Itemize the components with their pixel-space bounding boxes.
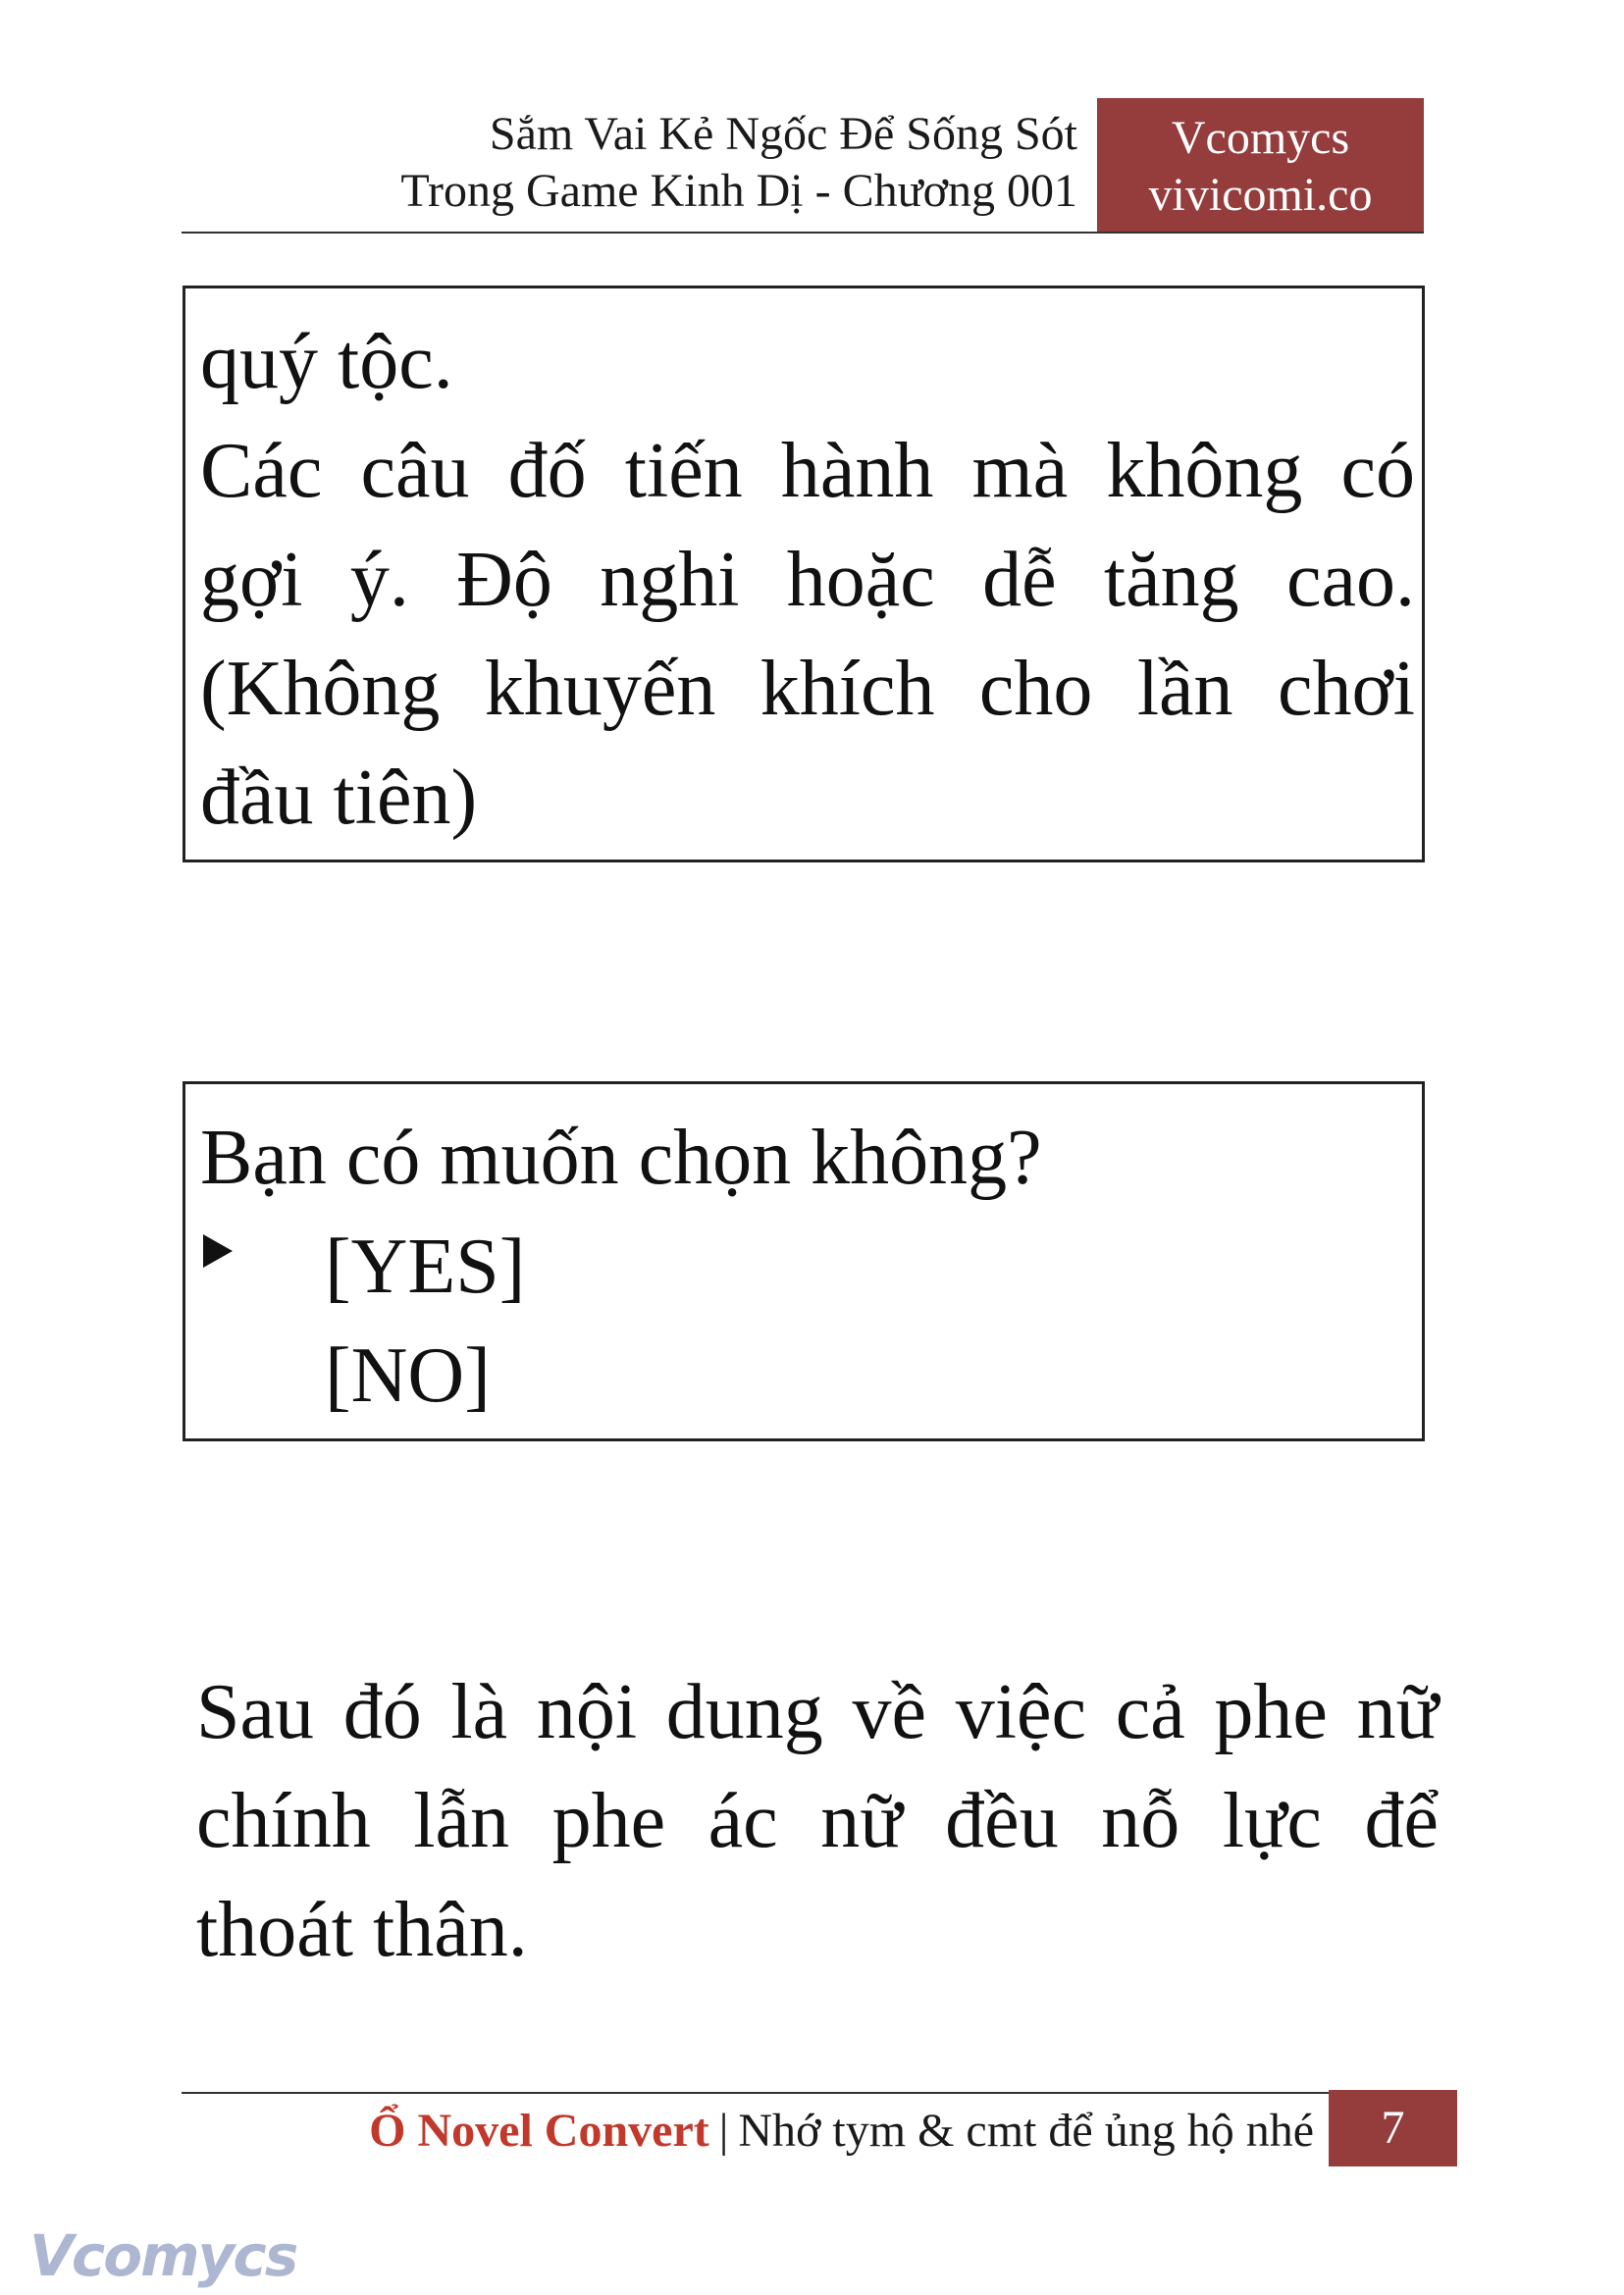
narration-line: chính lẫn phe ác nữ đều nỗ lực để bbox=[196, 1778, 1439, 1864]
description-line: (Không khuyến khích cho lần chơi bbox=[200, 646, 1415, 732]
site-brand-name: Vcomycs bbox=[1171, 112, 1350, 164]
footer-credit bbox=[369, 2102, 1314, 2161]
page-number: 7 bbox=[1329, 2090, 1457, 2166]
footer-brand: Ổ Novel Convert bbox=[369, 2105, 709, 2157]
chapter-title-line-1: Sắm Vai Kẻ Ngốc Để Sống Sót bbox=[489, 108, 1077, 160]
narration-line: Sau đó là nội dung về việc cả phe nữ bbox=[196, 1669, 1439, 1755]
footer-divider bbox=[182, 2092, 1457, 2094]
header-divider bbox=[182, 232, 1424, 234]
watermark-logo: Vcomycs bbox=[29, 2222, 297, 2289]
choice-question: Bạn có muốn chọn không? bbox=[200, 1115, 1042, 1201]
description-line: quý tộc. bbox=[200, 319, 453, 405]
choice-option-yes[interactable]: [YES] bbox=[325, 1224, 526, 1310]
description-line: đầu tiên) bbox=[200, 755, 478, 841]
footer-separator: | bbox=[718, 2105, 729, 2157]
choice-option-no[interactable]: [NO] bbox=[325, 1332, 491, 1419]
choice-dialog bbox=[183, 1081, 1425, 1441]
game-description-box bbox=[183, 286, 1425, 862]
footer-message: Nhớ tym & cmt để ủng hộ nhé bbox=[738, 2105, 1314, 2157]
description-line: gợi ý. Độ nghi hoặc dễ tăng cao. bbox=[200, 537, 1415, 623]
site-brand-badge bbox=[1097, 98, 1424, 233]
narration-line: thoát thân. bbox=[196, 1887, 528, 1973]
narration-paragraph bbox=[196, 1658, 1439, 1985]
description-line: Các câu đố tiến hành mà không có bbox=[200, 428, 1415, 514]
selection-pointer-icon bbox=[203, 1234, 233, 1268]
game-description-text bbox=[200, 308, 1415, 853]
chapter-title-line-2: Trong Game Kinh Dị - Chương 001 bbox=[400, 165, 1077, 217]
site-brand-url: vivicomi.co bbox=[1148, 169, 1373, 221]
chapter-title bbox=[245, 106, 1077, 220]
